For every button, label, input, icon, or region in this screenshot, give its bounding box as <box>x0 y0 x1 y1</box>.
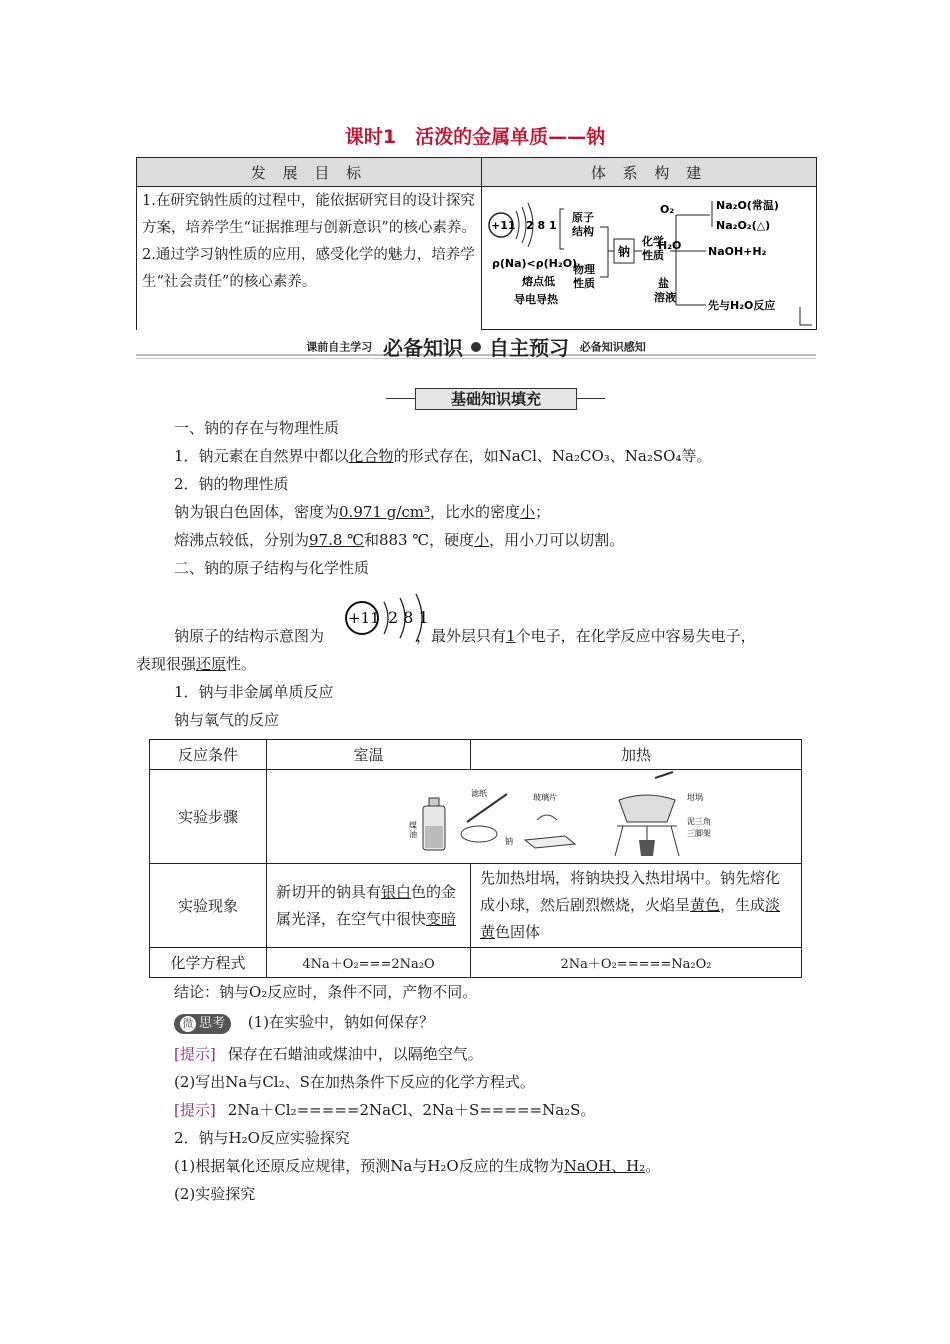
equation-room: 4Na＋O₂===2Na₂O <box>267 948 471 978</box>
phenomenon-heat: 先加热坩埚，将钠块投入热坩埚中。钠先熔化成小球，然后剧烈燃烧，火焰呈黄色，生成淡黄色固体 <box>480 869 781 941</box>
chem-label: 化学 性质 <box>642 235 664 262</box>
atom-structure-2: 结构 <box>572 225 594 238</box>
para-reducing: 表现很强还原性。 <box>136 655 257 673</box>
naoh-label: NaOH+H₂ <box>708 245 767 258</box>
conclusion: 结论：钠与O₂反应时，条件不同，产物不同。 <box>174 983 478 1001</box>
para-atom: 钠原子的结构示意图为 ，最外层只有1个电子，在化学反应中容易失电子， <box>174 627 756 645</box>
bracket-right <box>600 227 608 277</box>
row-phenomenon: 实验现象 <box>150 864 267 948</box>
question-2: (2)写出Na与Cl₂、S在加热条件下反应的化学方程式。 <box>174 1073 535 1091</box>
system-header: 体 系 构 建 <box>482 158 817 187</box>
conduct-label: 导电导热 <box>514 293 558 306</box>
glass-plate <box>525 836 575 848</box>
atom-structure-label <box>572 210 598 238</box>
corner-line <box>800 307 812 325</box>
phenomenon-room: 新切开的钠具有银白色的金属光泽，在空气中很快变暗 <box>276 882 457 928</box>
melt-label: 熔点低 <box>522 275 555 288</box>
think-badge: 微 思考 <box>174 1014 231 1034</box>
label-crucible: 坩埚 <box>687 793 703 802</box>
para-existence: 1．钠元素在自然界中都以化合物的形式存在，如NaCl、Na₂CO₃、Na₂SO₄等。 <box>174 447 712 465</box>
header-heat: 加热 <box>471 740 802 770</box>
label-sodium: 钠 <box>505 837 513 846</box>
think-question-1: 微 思考 (1)在实验中，钠如何保存？ <box>136 1012 854 1034</box>
label-glass: 玻璃片 <box>533 793 557 802</box>
o2-label: O₂ <box>660 203 675 216</box>
nucleus-label: +11 <box>491 219 516 232</box>
tag-line-left <box>386 398 415 399</box>
label-tripod: 三脚架 <box>687 829 711 838</box>
crucible <box>619 795 675 822</box>
heading-oxygen: 钠与氧气的反应 <box>174 711 280 729</box>
header-condition: 反应条件 <box>150 740 267 770</box>
chevron-icon <box>471 342 481 352</box>
banner-right: 必备知识感知 <box>579 340 646 354</box>
shells-label: 2 8 1 <box>526 219 557 232</box>
para-melting: 熔沸点较低，分别为97.8 ℃和883 ℃，硬度小，用小刀可以切割。 <box>174 531 625 549</box>
label-filter: 滤纸 <box>471 789 487 798</box>
physical-label: 物理 性质 <box>573 263 595 290</box>
atom-structure-diagram <box>340 592 440 642</box>
goal-2: 2.通过学习钠性质的应用，感受化学的魅力，培养学生“社会责任”的核心素养。 <box>142 247 475 290</box>
filter-paper <box>461 826 497 842</box>
para-density: 钠为银白色固体，密度为0.971 g/cm³，比水的密度小； <box>174 503 551 521</box>
section-banner <box>136 330 816 366</box>
na2o2-label: Na₂O₂(△) <box>716 219 771 232</box>
tag-line-right <box>576 398 605 399</box>
goals-table <box>136 157 817 330</box>
label-kerosene: 煤油 <box>409 821 417 839</box>
section-tag: 基础知识填充 <box>415 388 577 410</box>
banner-left: 课前自主学习 <box>306 340 373 354</box>
label-triangle: 泥三角 <box>687 817 711 826</box>
row-equation: 化学方程式 <box>150 948 267 978</box>
banner-main-a: 必备知识 <box>383 336 463 360</box>
bracket-left <box>560 209 564 249</box>
heading-experiment: (2)实验探究 <box>174 1185 256 1203</box>
na2o-label: Na₂O(常温) <box>716 199 779 212</box>
page-title: 课时1 活泼的金属单质——钠 <box>344 126 606 148</box>
first-h2o-label: 先与H₂O反应 <box>708 299 776 312</box>
na-label: 钠 <box>618 245 631 259</box>
row-steps: 实验步骤 <box>150 770 267 864</box>
heading-nonmetal: 1．钠与非金属单质反应 <box>174 683 334 701</box>
heading-2: 二、钠的原子结构与化学性质 <box>174 559 370 577</box>
o2-bracket <box>706 201 712 227</box>
equation-heat: 2Na＋O₂=====Na₂O₂ <box>471 948 802 978</box>
para-predict: (1)根据氧化还原反应规律，预测Na与H₂O反应的生成物为NaOH、H₂。 <box>174 1157 661 1175</box>
burner <box>639 840 655 856</box>
atom-structure-1: 原子 <box>572 211 594 224</box>
goals-header: 发 展 目 标 <box>137 158 482 187</box>
heading-1: 一、钠的存在与物理性质 <box>174 419 340 437</box>
hint-1: [提示] 保存在石蜡油或煤油中，以隔绝空气。 <box>174 1045 483 1063</box>
header-room: 室温 <box>267 740 471 770</box>
heading-physical: 2．钠的物理性质 <box>174 475 289 493</box>
banner-main-b: 自主预习 <box>489 336 569 360</box>
system-diagram <box>482 187 817 327</box>
density-label: ρ(Na)<ρ(H₂O) <box>492 257 578 270</box>
atom-shells: 2 8 1 <box>388 608 429 627</box>
reaction-table <box>149 739 802 978</box>
hint-2: [提示] 2Na＋Cl₂=====2NaCl、2Na＋S=====Na₂S。 <box>174 1101 596 1119</box>
atom-nucleus: +11 <box>348 609 380 627</box>
goal-1: 1.在研究钠性质的过程中，能依据研究目的设计探究方案，培养学生“证据推理与创新意识”的核心素养。 <box>142 193 476 236</box>
salt-label: 盐 溶液 <box>654 277 676 304</box>
experiment-illustration <box>267 770 802 864</box>
h2o-label: H₂O <box>658 239 682 252</box>
heading-water: 2．钠与H₂O反应实验探究 <box>174 1129 350 1147</box>
